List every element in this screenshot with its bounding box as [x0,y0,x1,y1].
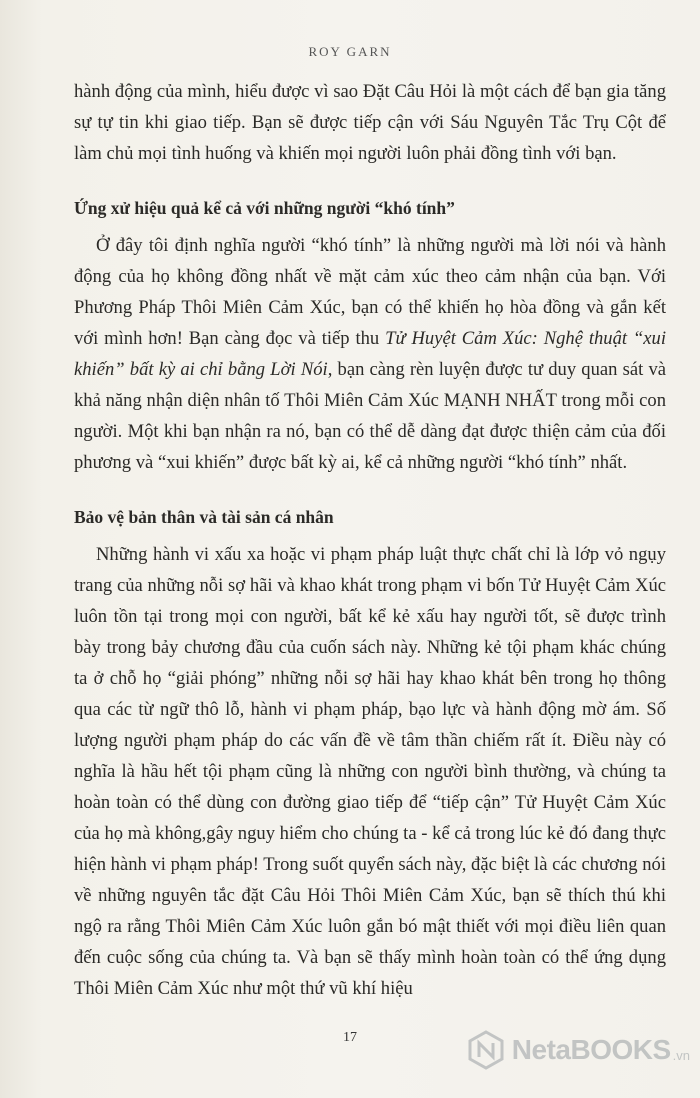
running-head: ROY GARN [308,44,392,59]
netabooks-logo-icon [466,1030,506,1070]
watermark [466,1030,690,1070]
page-content [74,76,666,1004]
page-number: 17 [343,1030,357,1045]
section-heading-difficult-people: Ứng xử hiệu quả kể cả với những người “khó tính” [74,198,455,218]
section-heading-self-protection: Bảo vệ bản thân và tài sản cá nhân [74,507,334,527]
section-paragraph-self-protection: Những hành vi xấu xa hoặc vi phạm pháp luật thực chất chỉ là lớp vỏ ngụy trang của những nỗi sợ hãi và khao khát trong phạm vi bốn Tử Huyệt Cảm Xúc luôn tồn tại trong mọi con người, bất kể kẻ xấu hay người tốt, sẽ được trình bày trong bảy chương đầu của cuốn sách này. Những kẻ tội phạm khác chúng ta ở chỗ họ “giải phóng” những nỗi sợ hãi hay khao khát bên trong họ thông qua các từ ngữ thô lỗ, hành vi phạm pháp, bạo lực và hành động mờ ám. Số lượng người phạm pháp do các vấn đề về tâm thần chiếm rất ít. Điều này có nghĩa là hầu hết tội phạm cũng là những con người bình thường, và chúng ta hoàn toàn có thể dùng con đường giao tiếp để “tiếp cận” Tử Huyệt Cảm Xúc của họ mà không,gây nguy hiểm cho chúng ta - kể cả trong lúc kẻ đó đang thực hiện hành vi phạm pháp! Trong suốt quyển sách này, đặc biệt là các chương nói về những nguyên tắc đặt Câu Hỏi Thôi Miên Cảm Xúc, bạn sẽ thích thú khi ngộ ra rằng Thôi Miên Cảm Xúc luôn gắn bó mật thiết với mọi điều liên quan đến cuộc sống của chúng ta. Và bạn sẽ thấy mình hoàn toàn có thể ứng dụng Thôi Miên Cảm Xúc như một thứ vũ khí hiệu [74,544,666,999]
intro-paragraph: hành động của mình, hiểu được vì sao Đặt Câu Hỏi là một cách để bạn gia tăng sự tự tin khi giao tiếp. Bạn sẽ được tiếp cận với Sáu Nguyên Tắc Trụ Cột để làm chủ mọi tình huống và khiến mọi người luôn phải đồng tình với bạn. [74,81,666,164]
paragraph-text: Ở đây tôi định nghĩa người “khó tính” là những người mà lời nói và hành động của họ không đồng nhất về mặt cảm xúc theo cảm nhận của bạn. Với Phương Pháp Thôi Miên Cảm Xúc, bạn có thể khiến họ hòa đồng và gắn kết với mình hơn! Bạn càng đọc và tiếp thu [74,235,666,349]
book-title-italic: Tử Huyệt Cảm Xúc: Nghệ thuật “xui khiến” bất kỳ ai chỉ bằng Lời Nói [74,328,666,380]
section-paragraph-difficult-people [74,230,666,478]
paragraph-text: , bạn càng rèn luyện được tư duy quan sát và khả năng nhận diện nhân tố Thôi Miên Cảm Xúc MẠNH NHẤT trong mỗi con người. Một khi bạn nhận ra nó, bạn có thể dễ dàng đạt được thiện cảm của đối phương và “xui khiến” được bất kỳ ai, kể cả những người “khó tính” nhất. [74,359,666,473]
watermark-suffix: .vn [672,1047,690,1063]
watermark-text: NetaBOOKS [511,1034,671,1065]
